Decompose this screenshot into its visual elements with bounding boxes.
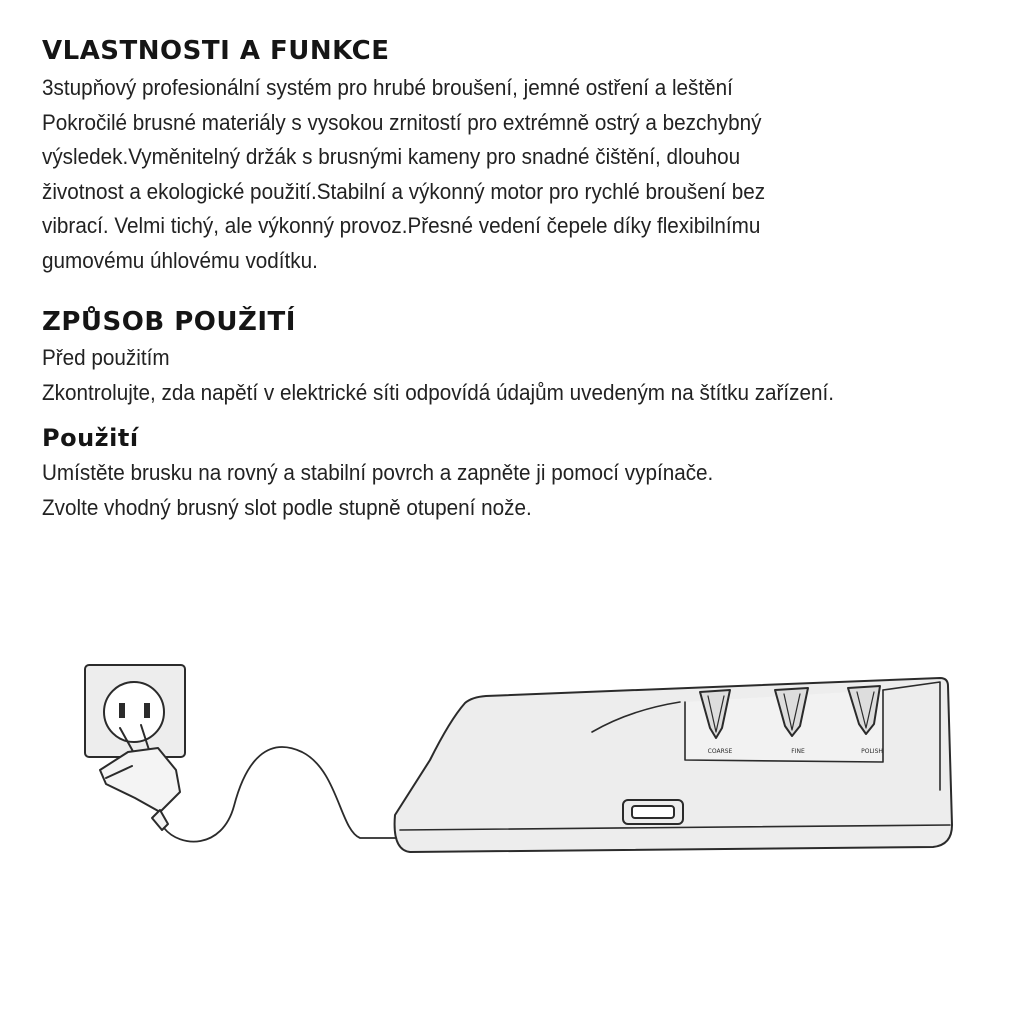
features-paragraph: [42, 71, 982, 278]
usage-method-heading: ZPŮSOB POUŽITÍ: [42, 307, 296, 337]
usage-line: Zvolte vhodný brusný slot podle stupně otupení nože.: [42, 494, 532, 520]
features-line: gumovému úhlovému vodítku.: [42, 247, 318, 273]
usage-section: [42, 424, 1002, 525]
usage-method-line: Před použitím: [42, 345, 170, 370]
features-line: vibrací. Velmi tichý, ale výkonný provoz.Přesné vedení čepele díky flexibilnímu: [42, 213, 761, 238]
wall-socket-icon: [85, 665, 185, 757]
usage-paragraph: [42, 456, 982, 525]
usage-method-section: [42, 307, 1002, 410]
slot-label-coarse: COARSE: [707, 748, 733, 755]
power-switch: [623, 800, 683, 824]
sharpener-illustration: [40, 620, 970, 910]
knife-sharpener: [395, 678, 952, 852]
usage-method-paragraph: [42, 341, 982, 410]
usage-line: Umístěte brusku na rovný a stabilní povrch a zapněte ji pomocí vypínače.: [42, 460, 714, 485]
slot-label-fine: FINE: [791, 748, 805, 755]
features-heading: VLASTNOSTI A FUNKCE: [42, 36, 390, 66]
power-cord: [164, 747, 400, 842]
features-section: [42, 36, 1002, 278]
features-line: životnost a ekologické použití.Stabilní a výkonný motor pro rychlé broušení bez: [42, 178, 766, 204]
features-line: výsledek.Vyměnitelný držák s brusnými kameny pro snadné čištění, dlouhou: [42, 144, 741, 169]
usage-method-line: Zkontrolujte, zda napětí v elektrické síti odpovídá údajům uvedeným na štítku zařízení.: [42, 379, 835, 405]
features-line: 3stupňový profesionální systém pro hrubé broušení, jemné ostření a leštění: [42, 75, 733, 100]
features-line: Pokročilé brusné materiály s vysokou zrnitostí pro extrémně ostrý a bezchybný: [42, 109, 762, 135]
usage-heading: Použití: [42, 424, 139, 452]
slot-label-polish: POLISH: [861, 748, 883, 755]
